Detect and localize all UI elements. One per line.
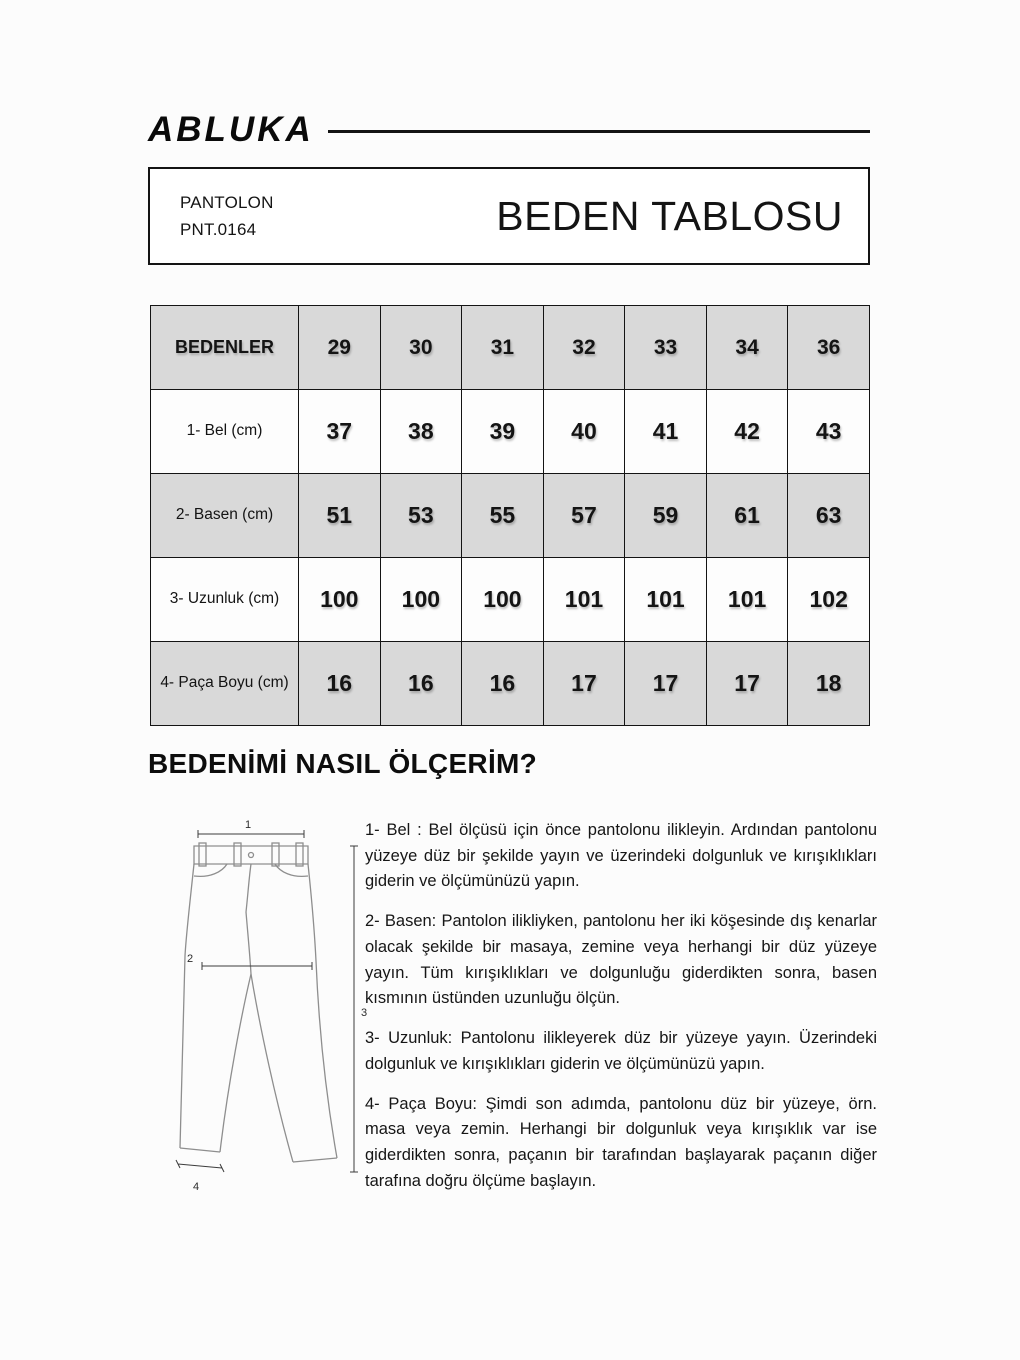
column-header-size: 34 [706, 306, 788, 390]
size-row-uzunluk [151, 558, 870, 642]
size-value-cell: 41 [625, 390, 707, 474]
brand-logo: ABLUKA [148, 110, 314, 149]
size-value-cell: 55 [462, 474, 544, 558]
size-table [150, 305, 870, 726]
instruction-uzunluk: 3- Uzunluk: Pantolonu ilikleyerek düz bir yüzeye yayın. Üzerindeki dolgunluk ve kırışıklıkları giderin ve ölçümünüzü yapın. [365, 1029, 877, 1073]
size-value-cell: 100 [380, 558, 462, 642]
size-value-cell: 63 [788, 474, 870, 558]
size-value-cell: 53 [380, 474, 462, 558]
column-header-size: 31 [462, 306, 544, 390]
size-value-cell: 38 [380, 390, 462, 474]
header-rule [328, 130, 870, 133]
size-table-header-row [151, 306, 870, 390]
instruction-paca-boyu: 4- Paça Boyu: Şimdi son adımda, pantolonu düz bir yüzeye, örn. masa veya zemin. Herhangi bir dolgunluk veya kırışıklık var ise giderdikten sonra, paçanın bir tarafından başlayarak paçanın diğer tarafına doğru ölçüme başlayın. [365, 1094, 877, 1190]
size-value-cell: 16 [462, 642, 544, 726]
size-value-cell: 16 [299, 642, 381, 726]
size-value-cell: 100 [299, 558, 381, 642]
row-label-basen: 2- Basen (cm) [151, 474, 299, 558]
title-box [148, 167, 870, 265]
size-value-cell: 101 [706, 558, 788, 642]
size-table-title: BEDEN TABLOSU [496, 192, 843, 239]
marker-hip-label: 2 [186, 953, 194, 965]
measure-heading: BEDENİMİ NASIL ÖLÇERİM? [148, 748, 538, 779]
brand-header [148, 112, 870, 147]
column-header-size: 30 [380, 306, 462, 390]
size-row-basen [151, 474, 870, 558]
row-label-bel: 1- Bel (cm) [151, 390, 299, 474]
instruction-bel: 1- Bel : Bel ölçüsü için önce pantolonu ilikleyin. Ardından pantolonu yüzeye düz bir şekilde yayın ve üzerindeki dolgunluk ve kırışıklıkları giderin ve ölçümünüzü yapın. [365, 821, 877, 891]
column-header-size: 32 [543, 306, 625, 390]
size-row-bel [151, 390, 870, 474]
product-type: PANTOLON [180, 192, 274, 212]
row-label-paca-boyu: 4- Paça Boyu (cm) [151, 642, 299, 726]
column-header-size: 36 [788, 306, 870, 390]
size-row-paca-boyu [151, 642, 870, 726]
pants-diagram [136, 816, 370, 1208]
size-value-cell: 42 [706, 390, 788, 474]
size-value-cell: 17 [706, 642, 788, 726]
size-value-cell: 59 [625, 474, 707, 558]
instruction-basen: 2- Basen: Pantolon ilikliyken, pantolonu her iki köşesinde dış kenarlar olacak şekilde bir masaya, zemine veya herhangi bir düz yüzeye yayın. Tüm kırışıklıkları ve dolgunluğu giderdikten sonra, basen kısmının üstünden uzunluğu ölçün. [365, 912, 877, 1008]
size-value-cell: 61 [706, 474, 788, 558]
product-info [180, 189, 274, 243]
column-header-size: 33 [625, 306, 707, 390]
size-value-cell: 57 [543, 474, 625, 558]
measure-instructions [365, 818, 877, 1209]
column-header-size: 29 [299, 306, 381, 390]
marker-waist-label: 1 [244, 819, 252, 831]
row-label-uzunluk: 3- Uzunluk (cm) [151, 558, 299, 642]
size-value-cell: 100 [462, 558, 544, 642]
size-value-cell: 40 [543, 390, 625, 474]
size-value-cell: 101 [625, 558, 707, 642]
size-value-cell: 101 [543, 558, 625, 642]
size-value-cell: 17 [543, 642, 625, 726]
size-value-cell: 18 [788, 642, 870, 726]
size-value-cell: 37 [299, 390, 381, 474]
marker-length-label: 3 [361, 1007, 368, 1019]
pants-outline-icon [180, 843, 337, 1162]
marker-hem-label: 4 [192, 1181, 200, 1193]
size-value-cell: 16 [380, 642, 462, 726]
size-value-cell: 43 [788, 390, 870, 474]
size-value-cell: 39 [462, 390, 544, 474]
product-code: PNT.0164 [180, 220, 257, 239]
column-header-bedenler: BEDENLER [151, 306, 299, 390]
size-value-cell: 17 [625, 642, 707, 726]
size-value-cell: 51 [299, 474, 381, 558]
size-value-cell: 102 [788, 558, 870, 642]
